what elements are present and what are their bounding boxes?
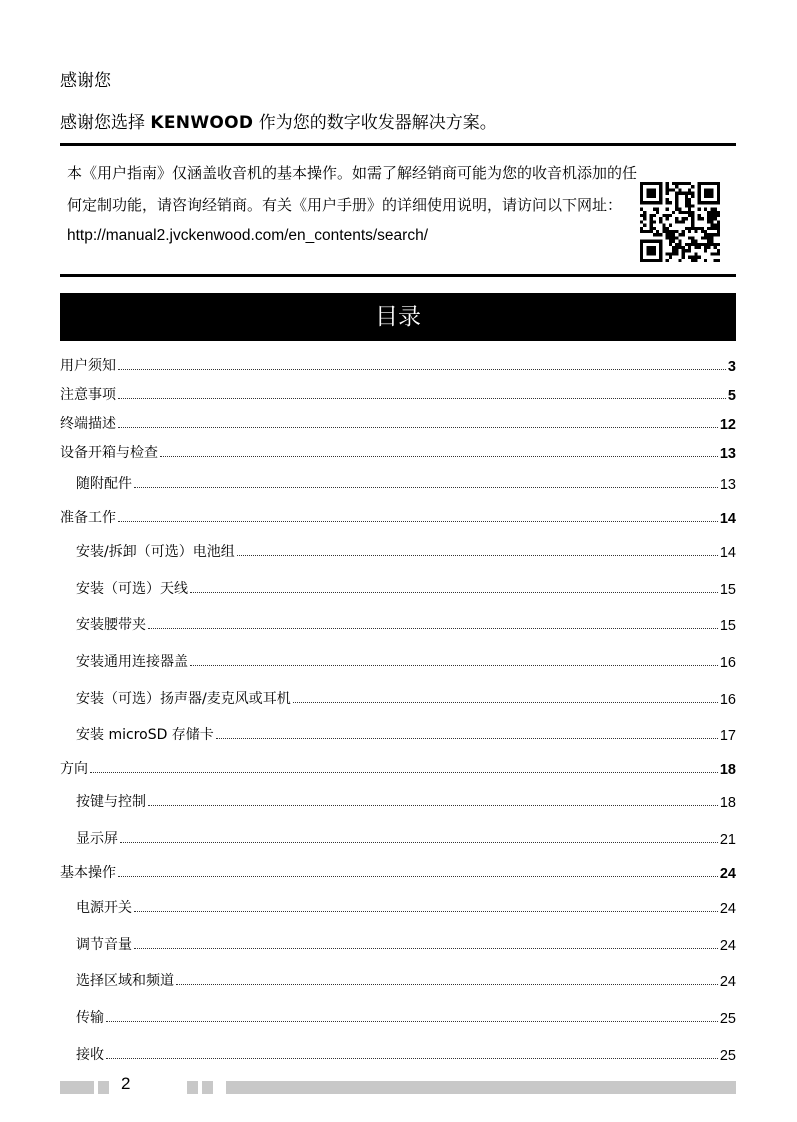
toc-entry-page: 17: [719, 728, 736, 744]
toc-entry[interactable]: [76, 1044, 736, 1064]
brand-name: KENWOOD: [150, 113, 254, 133]
toc-entry[interactable]: [76, 791, 736, 811]
toc-entry-label: 安装腰带夹: [76, 617, 146, 633]
toc-leader-dots: [134, 948, 718, 949]
thanks-suffix: 作为您的数字收发器解决方案。: [253, 113, 497, 133]
toc-entry-page: 24: [719, 866, 736, 882]
toc-entry-page: 16: [719, 692, 736, 708]
toc-entry-label: 安装/拆卸（可选）电池组: [76, 544, 235, 560]
toc-leader-dots: [118, 427, 718, 428]
toc-leader-dots: [148, 628, 718, 629]
toc-entry[interactable]: [60, 862, 736, 882]
toc-entry-page: 15: [719, 582, 736, 598]
toc-leader-dots: [106, 1058, 718, 1059]
toc-entry-label: 基本操作: [60, 865, 116, 881]
qr-code-icon: [640, 182, 720, 262]
footer-bar: [187, 1081, 198, 1094]
toc-entry[interactable]: [76, 970, 736, 990]
toc-entry-label: 按键与控制: [76, 794, 146, 810]
toc-entry-page: 18: [719, 795, 736, 811]
toc-leader-dots: [134, 911, 718, 912]
toc-entry-page: 5: [727, 388, 736, 404]
toc-leader-dots: [118, 398, 726, 399]
toc-entry-label: 调节音量: [76, 937, 132, 953]
toc-entry-page: 14: [719, 545, 736, 561]
page-number: 2: [121, 1074, 131, 1093]
toc-entry[interactable]: [60, 442, 736, 462]
toc-entry-label: 安装（可选）天线: [76, 581, 188, 597]
footer-bar: [60, 1081, 94, 1094]
toc-entry-page: 3: [727, 359, 736, 375]
toc-leader-dots: [190, 592, 718, 593]
toc-entry-label: 安装通用连接器盖: [76, 654, 188, 670]
toc-entry[interactable]: [60, 384, 736, 404]
toc-leader-dots: [120, 842, 718, 843]
toc-entry-page: 12: [719, 417, 736, 433]
toc-entry-page: 13: [719, 477, 736, 493]
toc-entry-page: 25: [719, 1011, 736, 1027]
toc-entry[interactable]: [76, 828, 736, 848]
toc-entry[interactable]: [76, 473, 736, 493]
toc-entry-page: 15: [719, 618, 736, 634]
toc-entry[interactable]: [76, 724, 736, 744]
toc-entry[interactable]: [76, 897, 736, 917]
toc-entry-label: 方向: [60, 761, 88, 777]
notice-block: [67, 157, 637, 247]
toc-leader-dots: [106, 1021, 718, 1022]
bottom-rule: [60, 274, 736, 277]
toc-entry-label: 接收: [76, 1047, 104, 1063]
toc-leader-dots: [118, 521, 718, 522]
toc-entry-page: 24: [719, 938, 736, 954]
toc-entry-page: 14: [719, 511, 736, 527]
toc-entry-page: 25: [719, 1048, 736, 1064]
thanks-prefix: 感谢您选择: [60, 113, 151, 133]
toc-entry-label: 注意事项: [60, 387, 116, 403]
toc-entry-label: 用户须知: [60, 358, 116, 374]
toc-leader-dots: [190, 665, 718, 666]
toc-entry-label: 传输: [76, 1010, 104, 1026]
footer-bar: [98, 1081, 109, 1094]
top-rule: [60, 143, 736, 146]
toc-leader-dots: [176, 984, 718, 985]
toc-entry[interactable]: [76, 614, 736, 634]
toc-entry-label: 电源开关: [76, 900, 132, 916]
toc-entry-label: 安装（可选）扬声器/麦克风或耳机: [76, 691, 291, 707]
toc-entry-page: 16: [719, 655, 736, 671]
toc-entry[interactable]: [76, 934, 736, 954]
toc-entry-page: 13: [719, 446, 736, 462]
toc-leader-dots: [134, 487, 718, 488]
thanks-sentence: [60, 108, 497, 133]
toc-entry[interactable]: [76, 578, 736, 598]
toc-entry-label: 准备工作: [60, 510, 116, 526]
toc-entry-page: 24: [719, 974, 736, 990]
toc-entry-label: 随附配件: [76, 476, 132, 492]
footer-bar: [226, 1081, 736, 1094]
toc-entry[interactable]: [60, 507, 736, 527]
footer-bar: [202, 1081, 213, 1094]
toc-leader-dots: [118, 876, 718, 877]
toc-leader-dots: [216, 738, 718, 739]
toc-entry[interactable]: [76, 688, 736, 708]
manual-url-link[interactable]: http://manual2.jvckenwood.com/en_contents/search/: [67, 227, 429, 244]
toc-entry-page: 24: [719, 901, 736, 917]
toc-leader-dots: [118, 369, 726, 370]
toc-entry-label: 终端描述: [60, 416, 116, 432]
toc-entry[interactable]: [76, 1007, 736, 1027]
toc-entry-label: 显示屏: [76, 831, 118, 847]
toc-leader-dots: [148, 805, 718, 806]
toc-leader-dots: [160, 456, 718, 457]
toc-leader-dots: [293, 702, 718, 703]
toc-entry-page: 18: [719, 762, 736, 778]
toc-entry[interactable]: [76, 541, 736, 561]
toc-entry-label: 设备开箱与检查: [60, 445, 158, 461]
toc-entry[interactable]: [76, 651, 736, 671]
toc-entry-label: 选择区域和频道: [76, 973, 174, 989]
toc-entry-label: 安装 microSD 存储卡: [76, 727, 214, 743]
toc-leader-dots: [90, 772, 718, 773]
toc-entry[interactable]: [60, 758, 736, 778]
toc-entry[interactable]: [60, 413, 736, 433]
toc-entry-page: 21: [719, 832, 736, 848]
toc-title: 目录: [60, 293, 736, 341]
page-heading: 感谢您: [60, 71, 111, 91]
notice-text: 本《用户指南》仅涵盖收音机的基本操作。如需了解经销商可能为您的收音机添加的任何定制功能，请咨询经销商。有关《用户手册》的详细使用说明，请访问以下网址：: [67, 164, 638, 214]
toc-leader-dots: [237, 555, 718, 556]
toc-entry[interactable]: [60, 355, 736, 375]
